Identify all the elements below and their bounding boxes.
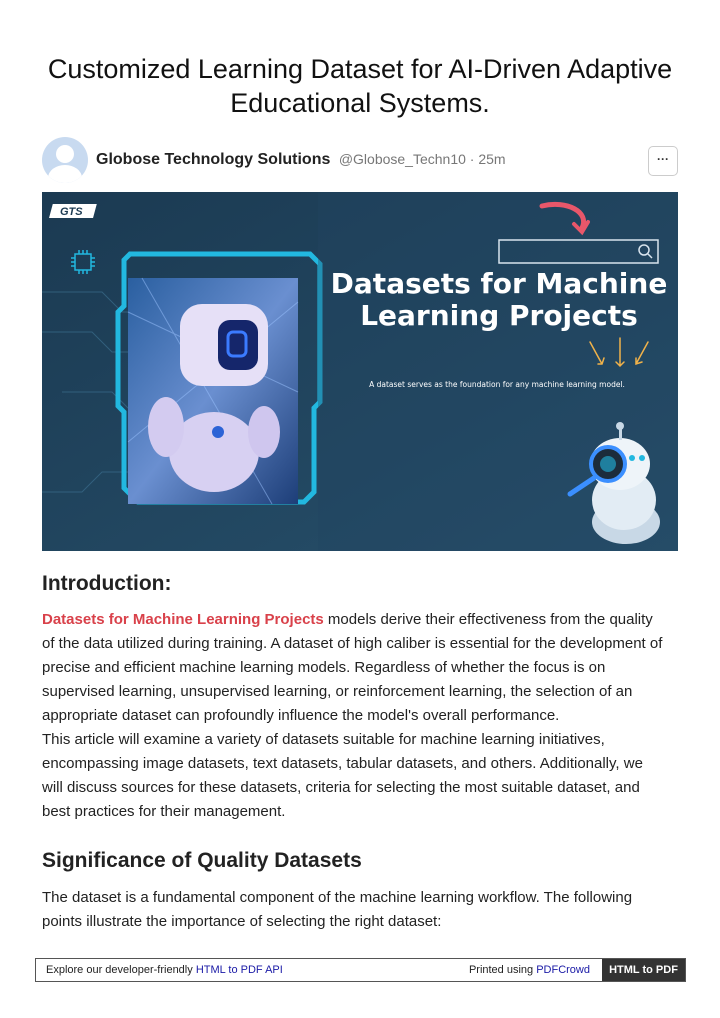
more-options-button[interactable]: ···: [648, 146, 678, 176]
logo-text: GTS: [60, 206, 83, 218]
significance-paragraph: [42, 886, 682, 934]
pdfcrowd-link[interactable]: PDFCrowd: [536, 964, 590, 976]
intro-line-4: appropriate dataset can profoundly influence the model's overall performance.: [42, 707, 560, 724]
intro-paragraph: [42, 608, 682, 824]
author-row: [42, 137, 678, 185]
pdf-footer: [35, 958, 686, 982]
significance-line-0: The dataset is a fundamental component of the machine learning workflow. The following: [42, 889, 633, 906]
footer-right-text: Printed using: [468, 964, 537, 976]
hero-headline-line1: Datasets for Machine: [330, 267, 668, 300]
intro-line-6: encompassing image datasets, text datasets, tabular datasets, and others. Additionally, we: [42, 755, 643, 772]
gts-logo: [49, 204, 97, 218]
hero-headline-line2: Learning Projects: [360, 299, 638, 332]
significance-line-1: points illustrate the importance of selecting the right dataset:: [42, 913, 442, 930]
footer-left-text: Explore our developer-friendly: [46, 964, 196, 976]
hero-tagline: A dataset serves as the foundation for any machine learning model.: [369, 380, 625, 389]
robot-illustration: [128, 278, 298, 504]
intro-line-5: This article will examine a variety of datasets suitable for machine learning initiatives,: [42, 731, 605, 748]
hero-image: [42, 192, 678, 551]
article-title: Customized Learning Dataset for AI-Driven Adaptive Educational Systems.: [47, 54, 673, 118]
avatar[interactable]: [42, 137, 88, 183]
html-to-pdf-button[interactable]: HTML to PDF: [602, 959, 685, 981]
intro-heading: Introduction:: [42, 572, 172, 595]
intro-line-1: of the data utilized during training. A dataset of high caliber is essential for the development of: [42, 635, 663, 652]
author-name[interactable]: Globose Technology Solutions: [96, 151, 331, 168]
intro-line-3: supervised learning, unsupervised learning, or reinforcement learning, the selection of an: [42, 683, 633, 700]
html-to-pdf-api-link[interactable]: HTML to PDF API: [195, 964, 283, 976]
intro-line-2: precise and efficient machine learning models. Regardless of whether the focus is on: [42, 659, 606, 676]
intro-line-7: will discuss sources for these datasets, criteria for selecting the most suitable dataset, and: [42, 779, 640, 796]
intro-line-0: Datasets for Machine Learning Projects models derive their effectiveness from the quality: [42, 611, 653, 628]
datasets-link[interactable]: Datasets for Machine Learning Projects: [42, 611, 324, 628]
author-handle-time: @Globose_Techn10 · 25m: [338, 151, 506, 167]
intro-line-8: best practices for their management.: [42, 803, 286, 820]
significance-heading: Significance of Quality Datasets: [42, 849, 362, 872]
